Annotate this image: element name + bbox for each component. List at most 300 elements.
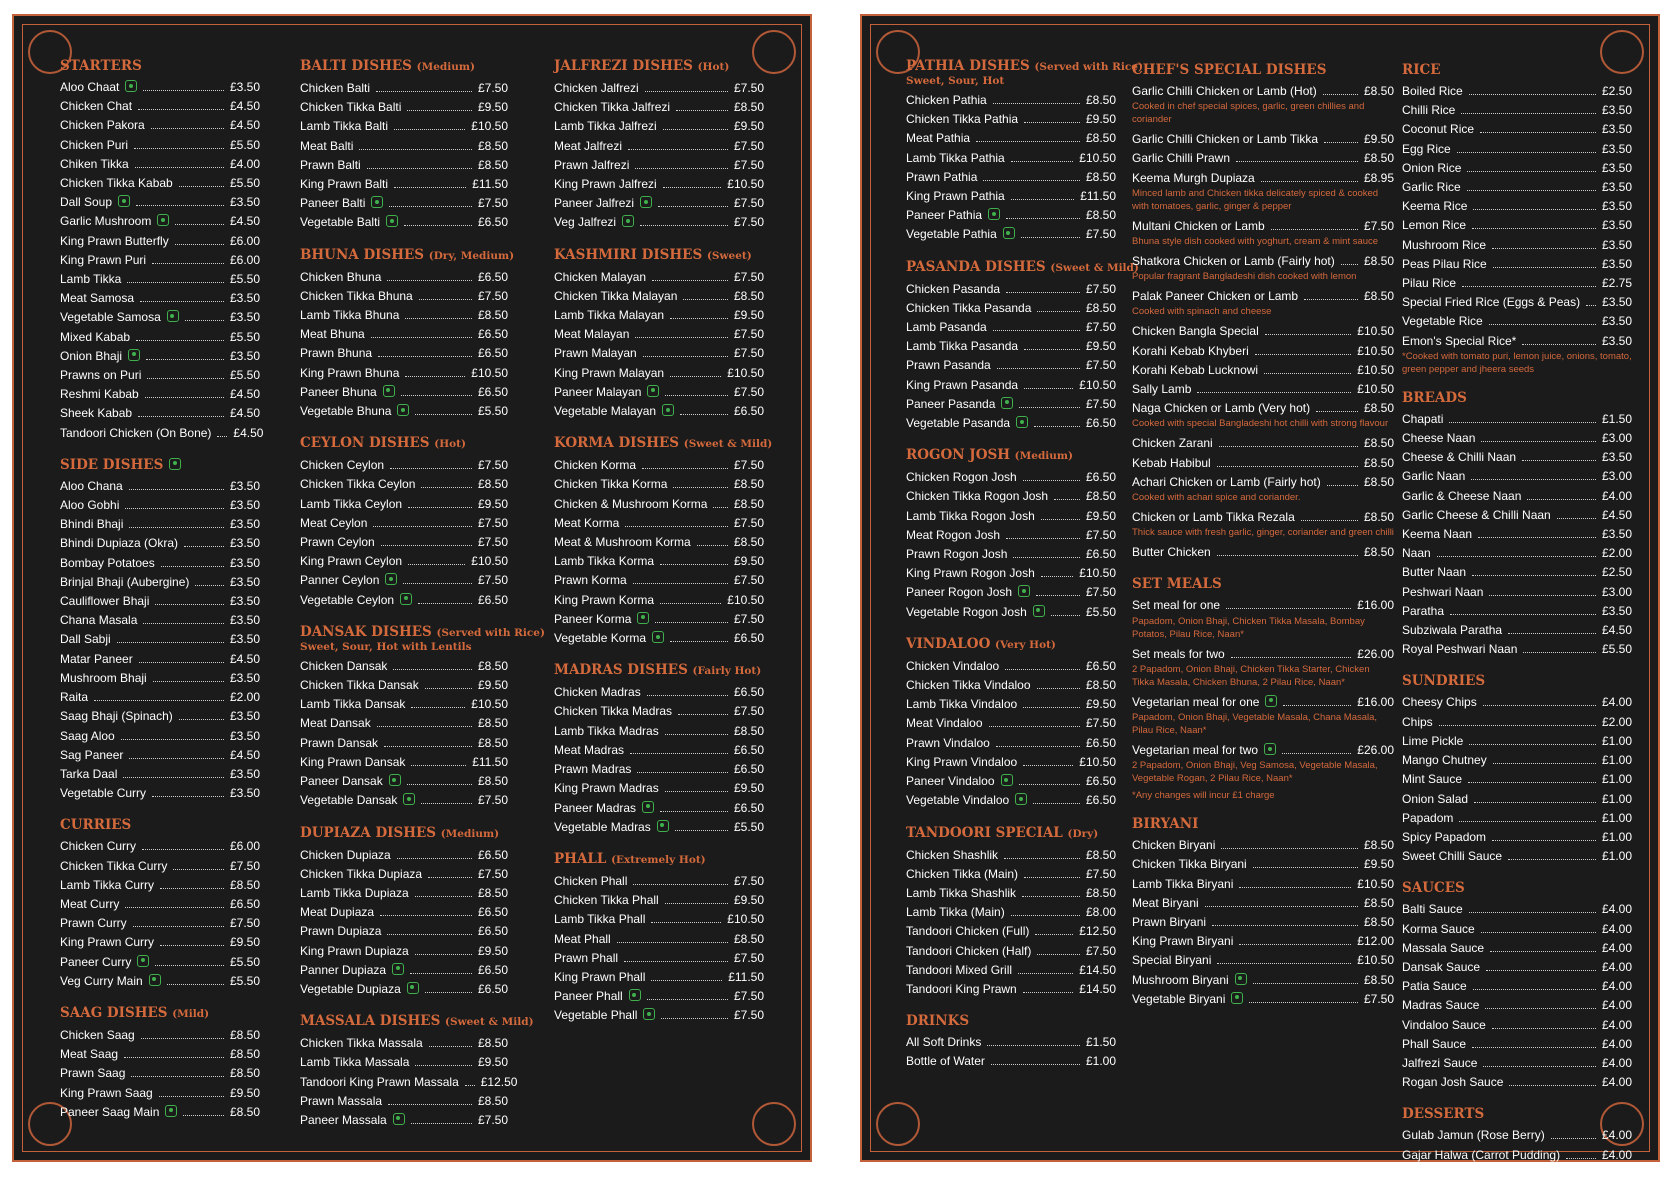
menu-item-name: Chicken Tikka Dansak (300, 678, 419, 693)
dot-leader (1490, 951, 1596, 952)
menu-item-name: Rogan Josh Sauce (1402, 1075, 1504, 1090)
menu-item-name: Butter Chicken (1132, 545, 1211, 560)
dot-leader (377, 726, 472, 727)
menu-item-name: Lamb Tikka Madras (554, 723, 659, 738)
menu-item-name: Korahi Kebab Lucknowi (1132, 362, 1259, 377)
menu-item-name: Meat Jalfrezi (554, 138, 623, 153)
menu-item-name: Balti Sauce (1402, 902, 1463, 917)
menu-item-name: Meat Rogon Josh (906, 527, 1001, 542)
menu-item-price: £1.00 (1085, 1054, 1116, 1069)
dot-leader (179, 186, 224, 187)
menu-item-name: Chicken Saag (60, 1027, 135, 1042)
dot-leader (418, 603, 472, 604)
menu-item-name: Gajar Halwa (Carrot Pudding) (1402, 1147, 1561, 1162)
menu-item-price: £4.00 (1601, 1036, 1632, 1051)
menu-item-name: Meat Pathia (906, 131, 971, 146)
menu-item-price: £8.50 (1363, 474, 1394, 489)
menu-item-name: Meat Malayan (554, 327, 630, 342)
dot-leader (1492, 840, 1596, 841)
menu-item-price: £2.50 (1601, 565, 1632, 580)
menu-item-price: £8.50 (229, 1047, 260, 1062)
ornament-corner-icon (752, 1102, 796, 1146)
menu-item-name: Garlic & Cheese Naan (1402, 488, 1522, 503)
dot-leader (143, 623, 224, 624)
menu-item (1402, 920, 1632, 939)
dot-leader (1051, 615, 1080, 616)
menu-item-name: King Prawn Madras (554, 781, 659, 796)
menu-item-name: Lamb Tikka Curry (60, 877, 155, 892)
menu-item-price: £9.50 (733, 119, 764, 134)
menu-item-name: Lamb Tikka Vindaloo (906, 697, 1018, 712)
menu-item (1132, 990, 1394, 1009)
menu-item-price: £9.50 (229, 1085, 260, 1100)
menu-item-price: £10.50 (1079, 150, 1116, 165)
dot-leader (136, 340, 224, 341)
dot-leader (1217, 555, 1358, 556)
menu-item-description: 2 Papadom, Onion Bhaji, Chicken Tikka Starter, Chicken Tikka Masala, Chicken Bhuna, 2 Pilau Rice, Naan* (1132, 663, 1370, 688)
menu-item-name: Paneer Madras (554, 800, 637, 815)
menu-item (1402, 847, 1632, 866)
menu-item (1132, 169, 1394, 188)
dot-leader (1324, 142, 1358, 143)
menu-item (300, 922, 508, 941)
menu-item-name: Meat Samosa (60, 291, 135, 306)
dot-leader (1468, 782, 1596, 783)
menu-item-name: Chicken & Mushroom Korma (554, 496, 708, 511)
menu-item-price: £8.50 (229, 1027, 260, 1042)
menu-item-price: £3.50 (229, 348, 260, 363)
menu-item-price: £4.00 (1601, 940, 1632, 955)
menu-item (1132, 217, 1394, 236)
menu-item-name: Tandoori Chicken (On Bone) (60, 425, 212, 440)
menu-item-price: £5.50 (229, 954, 260, 969)
menu-item (60, 688, 260, 707)
menu-item (554, 552, 764, 571)
menu-item-price: £5.50 (1601, 642, 1632, 657)
section-title (906, 257, 1139, 278)
section-title-text: KASHMIRI DISHES (554, 246, 703, 263)
menu-item (300, 1034, 508, 1053)
menu-item (300, 1111, 508, 1130)
menu-item-name: Chicken Rogon Josh (906, 470, 1017, 485)
dot-leader (651, 980, 722, 981)
menu-item-price: £4.50 (229, 406, 260, 421)
menu-item-price: £1.00 (1601, 810, 1632, 825)
menu-item-price: £14.50 (1079, 981, 1116, 996)
menu-item (906, 318, 1116, 337)
dot-leader (140, 301, 224, 302)
menu-item-price: £6.50 (733, 404, 764, 419)
menu-item (1402, 1054, 1632, 1073)
menu-item-name: Chicken Tikka Korma (554, 477, 668, 492)
menu-item (60, 784, 260, 803)
menu-item (60, 1026, 260, 1045)
menu-item-name: King Prawn Dansak (300, 754, 406, 769)
menu-item (554, 872, 764, 891)
vegetarian-icon (1231, 992, 1243, 1004)
menu-item-name: Onion Bhaji (60, 348, 123, 363)
dot-leader (1036, 595, 1080, 596)
menu-item (554, 287, 764, 306)
menu-item-price: £10.50 (1357, 362, 1394, 377)
menu-item-name: Garlic Chilli Chicken or Lamb Tikka (1132, 132, 1319, 147)
dot-leader (125, 907, 224, 908)
section-title (1402, 671, 1632, 691)
menu-item-price: £9.50 (1085, 508, 1116, 523)
menu-item-price: £26.00 (1357, 646, 1394, 661)
section-title (554, 849, 764, 870)
menu-item-price: £10.50 (471, 697, 508, 712)
menu-item (554, 514, 764, 533)
menu-item-name: Meat & Mushroom Korma (554, 535, 691, 550)
menu-item-price: £3.50 (1601, 333, 1632, 348)
dot-leader (381, 545, 472, 546)
menu-item (1402, 693, 1632, 712)
menu-item (554, 495, 764, 514)
vegetarian-icon (643, 1008, 655, 1020)
menu-item-name: Peas Pilau Rice (1402, 256, 1487, 271)
menu-item-name: Naan (1402, 546, 1431, 561)
menu-item (1402, 732, 1632, 751)
dot-leader (660, 564, 728, 565)
menu-item-price: £5.50 (229, 176, 260, 191)
menu-item-price: £6.50 (1085, 547, 1116, 562)
menu-item-price: £6.50 (477, 327, 508, 342)
dot-leader (415, 1065, 472, 1066)
dot-leader (159, 1096, 224, 1097)
dot-leader (123, 777, 224, 778)
menu-item-price: £11.50 (728, 969, 764, 984)
menu-item (1402, 790, 1632, 809)
menu-item (554, 591, 764, 610)
menu-item-price: £8.50 (229, 877, 260, 892)
menu-item (300, 194, 508, 213)
menu-item-name: Chicken Korma (554, 458, 637, 473)
menu-item-name: Lamb Tikka Dupiaza (300, 885, 409, 900)
menu-item (1132, 380, 1394, 399)
vegetarian-icon (1016, 416, 1028, 428)
menu-item-price: £6.50 (1085, 793, 1116, 808)
menu-column (906, 56, 1143, 1084)
dot-leader (145, 397, 224, 398)
menu-item-price: £3.50 (1601, 314, 1632, 329)
menu-item-price: £6.50 (477, 847, 508, 862)
section-side-dishes (60, 455, 260, 803)
dot-leader (127, 282, 224, 283)
menu-item-name: Meat Curry (60, 896, 120, 911)
menu-item (300, 942, 508, 961)
menu-item (1132, 130, 1394, 149)
menu-item (1132, 894, 1394, 913)
menu-item (300, 156, 508, 175)
dot-leader (410, 973, 472, 974)
menu-item-name: Brinjal Bhaji (Aubergine) (60, 574, 190, 589)
section-rogon-josh (906, 445, 1116, 622)
menu-item-price: £10.50 (1079, 754, 1116, 769)
menu-item (1402, 487, 1632, 506)
section-note: (Sweet) (706, 249, 752, 262)
dot-leader (1034, 426, 1080, 427)
dot-leader (1469, 94, 1596, 95)
menu-item-price: £10.50 (1357, 343, 1394, 358)
menu-item (1402, 448, 1632, 467)
menu-item-price: £1.00 (1601, 753, 1632, 768)
menu-page-left (12, 14, 812, 1162)
dot-leader (1523, 652, 1596, 653)
menu-item (554, 702, 764, 721)
menu-item-name: King Prawn Pathia (906, 189, 1005, 204)
menu-item-name: Meat Dupiaza (300, 905, 375, 920)
section-title-text: MADRAS DISHES (554, 662, 688, 679)
section-note: (Sweet & Mild) (445, 1016, 534, 1029)
menu-item-name: Chicken Curry (60, 839, 137, 854)
menu-item-name: Panner Ceylon (300, 573, 380, 588)
section-jalfrezi-dishes (554, 56, 764, 233)
dot-leader (167, 984, 224, 985)
menu-item-name: Chicken Tikka Dupiaza (300, 866, 423, 881)
dot-leader (1509, 1085, 1596, 1086)
menu-item-name: Chicken Bhuna (300, 269, 382, 284)
dot-leader (1471, 479, 1596, 480)
dot-leader (139, 662, 224, 663)
dot-leader (129, 527, 224, 528)
dot-leader (663, 187, 722, 188)
menu-item (1132, 399, 1394, 418)
menu-item-price: £8.50 (1363, 895, 1394, 910)
section-title (300, 433, 508, 454)
dot-leader (1239, 944, 1351, 945)
menu-item-price: £4.00 (1601, 1147, 1632, 1162)
dot-leader (367, 168, 472, 169)
section-title (300, 622, 545, 643)
menu-item (300, 753, 508, 772)
menu-item-name: Keema Murgh Dupiaza (1132, 170, 1255, 185)
dot-leader (419, 299, 472, 300)
menu-item-name: Lamb Tikka Ceylon (300, 496, 403, 511)
menu-item-name: All Soft Drinks (906, 1035, 982, 1050)
dot-leader (1006, 292, 1080, 293)
menu-item-price: £7.50 (477, 793, 508, 808)
dot-leader (394, 129, 465, 130)
menu-item (554, 610, 764, 629)
menu-column (554, 56, 773, 1038)
menu-item (300, 846, 508, 865)
dot-leader (665, 903, 728, 904)
dot-leader (1459, 821, 1596, 822)
menu-item-price: £10.50 (1357, 876, 1394, 891)
menu-item-name: Chicken Tikka Ceylon (300, 477, 416, 492)
section-title (1402, 1104, 1632, 1124)
menu-item-price: £3.50 (229, 594, 260, 609)
dot-leader (993, 330, 1080, 331)
section-footnote: *Any changes will incur £1 charge (1132, 790, 1275, 802)
menu-item (1132, 951, 1394, 970)
menu-item-price: £7.50 (1363, 991, 1394, 1006)
menu-item-price: £10.50 (1357, 382, 1394, 397)
menu-item-name: Tandoori King Prawn Massala (300, 1074, 459, 1089)
menu-item (906, 149, 1116, 168)
menu-item-name: Chicken Malayan (554, 269, 647, 284)
dot-leader (393, 669, 472, 670)
menu-item (60, 232, 260, 251)
menu-item-name: Chicken Dansak (300, 658, 388, 673)
menu-item-price: £8.50 (733, 496, 764, 511)
menu-item (1402, 713, 1632, 732)
section-note: (Sweet & Mild) (1050, 261, 1139, 274)
menu-column (300, 56, 545, 1142)
menu-item-price: £6.50 (1085, 774, 1116, 789)
dot-leader (359, 149, 472, 150)
menu-item-price: £5.50 (229, 368, 260, 383)
dot-leader (376, 91, 472, 92)
dot-leader (1022, 896, 1080, 897)
menu-item-price: £7.50 (477, 866, 508, 881)
menu-item-name: Tandoori Chicken (Full) (906, 924, 1030, 939)
vegetarian-icon (662, 404, 674, 416)
dot-leader (138, 416, 224, 417)
menu-item (60, 424, 264, 443)
dot-leader (1006, 538, 1080, 539)
dot-leader (989, 726, 1080, 727)
menu-item-price: £7.50 (477, 573, 508, 588)
section-title (1402, 878, 1632, 898)
menu-item-price: £3.50 (1601, 450, 1632, 465)
menu-item-name: Garlic Rice (1402, 180, 1461, 195)
menu-item-price: £7.50 (1085, 943, 1116, 958)
menu-item-name: Cheese Naan (1402, 431, 1476, 446)
dot-leader (1011, 199, 1074, 200)
menu-item-price: £6.50 (477, 215, 508, 230)
menu-item-price: £2.75 (1601, 276, 1632, 291)
menu-item-name: Meat Saag (60, 1047, 119, 1062)
dot-leader (647, 999, 728, 1000)
dot-leader (183, 1115, 224, 1116)
menu-item (1132, 645, 1394, 664)
menu-item (906, 753, 1116, 772)
dot-leader (1489, 595, 1596, 596)
menu-item (554, 799, 764, 818)
menu-item (1402, 467, 1632, 486)
menu-item (906, 980, 1116, 999)
menu-item-name: Vegetable Phall (554, 1008, 638, 1023)
dot-leader (637, 772, 728, 773)
dot-leader (175, 244, 224, 245)
dot-leader (1481, 441, 1596, 442)
section-saag-dishes (60, 1003, 260, 1122)
menu-item-description: Popular fragrant Bangladeshi dish cooked with lemon (1132, 271, 1357, 283)
menu-item (1402, 640, 1632, 659)
dot-leader (129, 489, 224, 490)
menu-item (1402, 525, 1632, 544)
menu-item-name: Chiken Tikka (60, 156, 129, 171)
menu-item-name: Chicken Tikka Vindaloo (906, 678, 1031, 693)
menu-item-name: Dansak Sauce (1402, 959, 1481, 974)
menu-item (1132, 287, 1394, 306)
menu-item-name: Meat Balti (300, 138, 354, 153)
dot-leader (160, 945, 224, 946)
menu-item-price: £8.50 (477, 138, 508, 153)
menu-item-price: £11.50 (1080, 189, 1116, 204)
menu-item-name: King Prawn Butterfly (60, 233, 169, 248)
menu-item-name: Chicken Phall (554, 873, 628, 888)
menu-item (906, 129, 1116, 148)
vegetarian-icon (400, 593, 412, 605)
dot-leader (141, 1038, 224, 1039)
menu-item-name: Lamb Tikka Bhuna (300, 308, 400, 323)
menu-item-price: £8.50 (733, 535, 764, 550)
menu-item-price: £10.50 (471, 365, 508, 380)
menu-item-price: £4.50 (229, 118, 260, 133)
menu-item-name: Papadom (1402, 810, 1454, 825)
section-pathia-dishes (906, 56, 1143, 245)
dot-leader (388, 1104, 472, 1105)
menu-item-price: £7.50 (733, 196, 764, 211)
menu-item-name: Chicken Puri (60, 137, 129, 152)
menu-item (60, 953, 260, 972)
dot-leader (1472, 228, 1596, 229)
section-desserts (1402, 1104, 1632, 1164)
dot-leader (1566, 1158, 1596, 1159)
dot-leader (390, 468, 472, 469)
dot-leader (1480, 132, 1596, 133)
menu-item-price: £1.50 (1601, 411, 1632, 426)
menu-item (60, 515, 260, 534)
menu-item-name: Spicy Papadom (1402, 829, 1487, 844)
menu-item-price: £8.50 (733, 288, 764, 303)
menu-item-name: Saag Aloo (60, 728, 115, 743)
dot-leader (1011, 161, 1074, 162)
menu-item-name: Chicken Madras (554, 685, 641, 700)
menu-item-name: Reshmi Kabab (60, 387, 139, 402)
section-title (300, 823, 508, 844)
dot-leader (1473, 989, 1596, 990)
menu-item-name: Chicken Tikka Malayan (554, 288, 678, 303)
vegetarian-icon (1015, 793, 1027, 805)
menu-item (60, 837, 260, 856)
menu-item-description: Papadom, Onion Bhaji, Chicken Tikka Masala, Bombay Potatos, Pilau Rice, Naan* (1132, 615, 1365, 640)
dot-leader (1221, 848, 1358, 849)
dot-leader (407, 784, 472, 785)
menu-item-name: Chicken Jalfrezi (554, 81, 639, 95)
menu-item-price: £6.50 (1085, 470, 1116, 485)
section-note: (Very Hot) (995, 638, 1056, 651)
dot-leader (1037, 311, 1080, 312)
menu-item (1402, 1073, 1632, 1092)
menu-item-name: Chicken Tikka Biryani (1132, 857, 1247, 872)
menu-item-price: £6.50 (477, 384, 508, 399)
menu-item-name: Vegetable Balti (300, 215, 381, 230)
menu-item (554, 949, 764, 968)
menu-item (554, 629, 764, 648)
menu-item-price: £8.50 (229, 1104, 260, 1119)
menu-item-price: £7.50 (733, 873, 764, 888)
menu-item-price: £4.00 (1601, 998, 1632, 1013)
menu-item (1402, 178, 1632, 197)
menu-item (300, 734, 508, 753)
section-madras-dishes (554, 660, 764, 837)
dot-leader (1236, 161, 1358, 162)
menu-item (300, 364, 508, 383)
menu-item (1402, 429, 1632, 448)
dot-leader (713, 507, 728, 508)
menu-item-name: Paneer Pasanda (906, 396, 996, 411)
section-drinks (906, 1011, 1116, 1071)
menu-item (60, 477, 260, 496)
menu-item-price: £8.50 (1363, 972, 1394, 987)
menu-item-price: £3.50 (229, 766, 260, 781)
dot-leader (1024, 388, 1073, 389)
menu-item-price: £3.50 (229, 517, 260, 532)
